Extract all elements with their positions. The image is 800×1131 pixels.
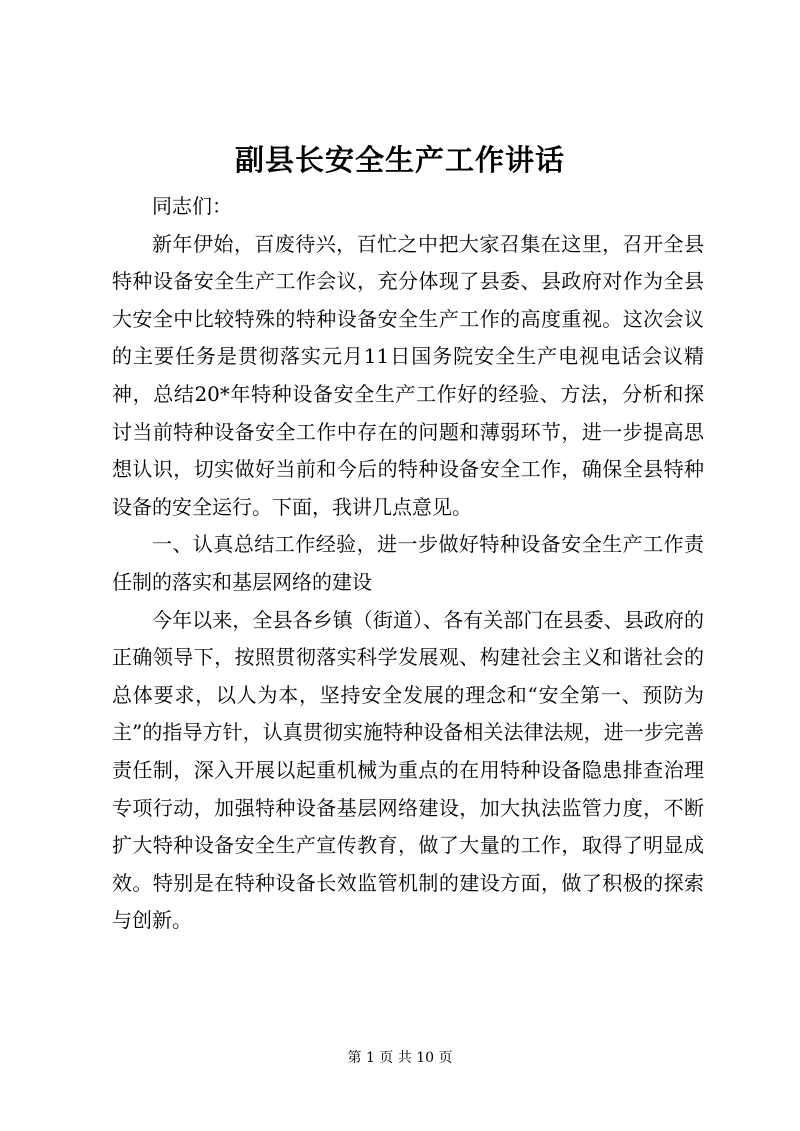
page-footer: 第 1 页 共 10 页 bbox=[347, 1050, 453, 1066]
section-heading-1: 一、认真总结工作经验，进一步做好特种设备安全生产工作责任制的落实和基层网络的建设 bbox=[112, 532, 704, 594]
salutation-paragraph: 同志们： bbox=[152, 194, 232, 218]
body-paragraph: 今年以来，全县各乡镇（街道）、各有关部门在县委、县政府的正确领导下，按照贯彻落实科学发展观、构建社会主义和谐社会的总体要求，以人为本，坚持安全发展的理念和“安全第一、预防为主”的指导方针，认真贯彻实施特种设备相关法律法规，进一步完善责任制，深入开展以起重机械为重点的在用特种设备隐患排查治理专项行动，加强特种设备基层网络建设，加大执法监管力度，不断扩大特种设备安全生产宣传教育，做了大量的工作，取得了明显成效。特别是在特种设备长效监管机制的建设方面，做了积极的探索与创新。 bbox=[112, 607, 704, 933]
document-title: 副县长安全生产工作讲话 bbox=[234, 143, 565, 177]
intro-paragraph: 新年伊始，百废待兴，百忙之中把大家召集在这里，召开全县特种设备安全生产工作会议，充分体现了县委、县政府对作为全县大安全中比较特殊的特种设备安全生产工作的高度重视。这次会议的主要任务是贯彻落实元月11日国务院安全生产电视电话会议精神，总结20*年特种设备安全生产工作好的经验、方法，分析和探讨当前特种设备安全工作中存在的问题和薄弱环节，进一步提高思想认识，切实做好当前和今后的特种设备安全工作，确保全县特种设备的安全运行。下面，我讲几点意见。 bbox=[112, 231, 704, 519]
document-body bbox=[112, 188, 704, 940]
